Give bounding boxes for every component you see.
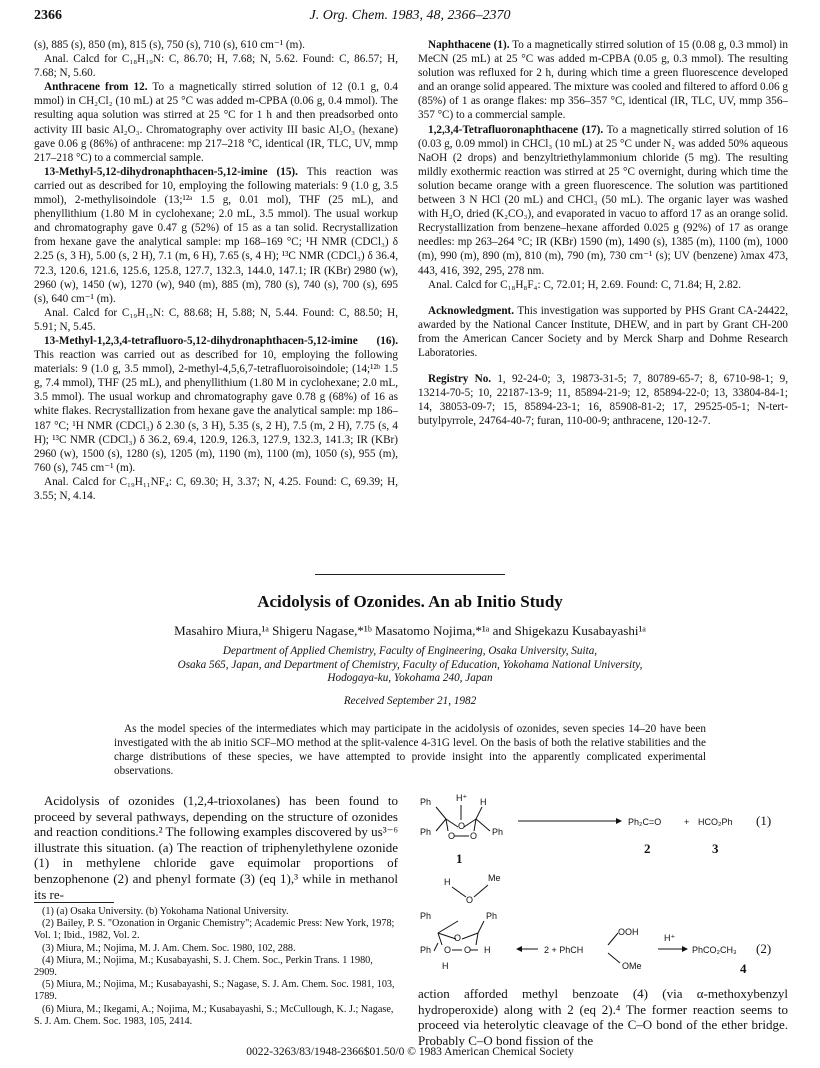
reaction-scheme-drawing — [418, 793, 788, 983]
hydroperoxide-group: OOH — [618, 927, 639, 937]
section-runin-heading: 1,2,3,4-Tetrafluoronaphthacene (17). — [428, 123, 604, 136]
section-runin-heading: Anthracene from 12. — [44, 81, 148, 94]
affiliation-line: Hodogaya-ku, Yokohama 240, Japan — [327, 672, 493, 685]
experimental-paragraph — [34, 165, 398, 306]
article-affiliation — [120, 645, 700, 686]
h-label: H — [480, 797, 487, 807]
experimental-paragraph — [34, 52, 398, 80]
oxygen-label: O — [458, 821, 466, 831]
article-authors: Masahiro Miura,¹ᵃ Shigeru Nagase,*¹ᵇ Masatomo Nojima,*¹ᵃ and Shigekazu Kusabayashi¹ᵃ — [174, 623, 646, 638]
ph-label: Ph — [486, 911, 498, 921]
experimental-paragraph — [34, 38, 398, 52]
paragraph-text: Anal. Calcd for C₁₈H₁₉N: C, 86.70; H, 7.68; N, 5.62. Found: C, 86.57; H, 7.68; N, 5.60. — [34, 53, 398, 80]
plus-sign: + — [684, 817, 690, 827]
section-runin-heading: Naphthacene (1). — [428, 39, 510, 51]
oxygen-label: O — [464, 945, 472, 955]
experimental-paragraph — [418, 38, 788, 123]
arrowhead — [616, 818, 622, 824]
footnote: (2) Bailey, P. S. "Ozonation in Organic Chemistry"; Academic Press: New York, 1978; Vol. 1; Ibid., 1982, Vol. 2. — [34, 918, 395, 942]
received-date: Received September 21, 1982 — [343, 695, 477, 707]
experimental-right-column — [418, 38, 788, 428]
methoxy-group: OMe — [622, 961, 642, 971]
footnote: (5) Miura, M.; Nojima, M.; Kusabayashi, S.; Nagase, S. J. Am. Chem. Soc. 1981, 103, 1789. — [34, 979, 395, 1003]
abstract: As the model species of the intermediates which may participate in the acidolysis of ozonides, seven species 14–20 have been investigated with the ab initio SCF–MO method at the split-valence 4-31G level. On the basis of both the relative stabilities and the charge distributions of these species, we have attempted to provide insight into the apparently complicated experimental observations. — [114, 723, 706, 777]
page-header — [34, 8, 786, 28]
methyl-benzoate-formula: PhCO₂CH₃ — [692, 945, 737, 955]
eq2-products-text: 2 + PhCH — [544, 945, 584, 955]
phenyl-formate-formula: HCO₂Ph — [698, 817, 733, 827]
registry-paragraph — [418, 372, 788, 428]
equation-number-2: (2) — [756, 941, 772, 956]
ph-label: Ph — [420, 911, 432, 921]
page-footer: 0022-3263/83/1948-2366$01.50/0 © 1983 American Chemical Society — [246, 1046, 574, 1058]
paragraph-text: (s), 885 (s), 850 (m), 815 (s), 750 (s), 710 (s), 610 cm⁻¹ (m). — [34, 39, 305, 51]
oxygen-label: O — [454, 933, 462, 943]
footnotes — [34, 906, 398, 1028]
oxygen-label: O — [466, 895, 474, 905]
ph-label: Ph — [420, 945, 432, 955]
compound-label-4: 4 — [740, 961, 747, 976]
paragraph-text: Anal. Calcd for C₁₉H₁₁NF₄: C, 69.30; H, 3.37; N, 4.25. Found: C, 69.39; H, 3.55; N, 4.14. — [34, 475, 398, 502]
experimental-paragraph — [34, 80, 398, 165]
introduction-continuation: action afforded methyl benzoate (4) (via α-methoxybenzyl hydroperoxide) along with 2 (eq 2).⁴ The former reaction seems to proceed via heterolytic cleavage of the C–O bond of the ether bridge. Probably C–O bond fission of the — [418, 986, 788, 1048]
section-runin-heading: 13-Methyl-1,2,3,4-tetrafluoro-5,12-dihydronaphthacen-5,12-imine (16). — [44, 334, 398, 347]
experimental-paragraph — [418, 278, 788, 292]
compound-label-3: 3 — [712, 841, 719, 856]
footnote: (4) Miura, M.; Nojima, M.; Kusabayashi, S. J. Chem. Soc., Perkin Trans. 1 1980, 2909. — [34, 954, 373, 979]
acknowledgment-paragraph — [418, 304, 788, 360]
h-label: H — [444, 877, 451, 887]
footnote: (6) Miura, M.; Ikegami, A.; Nojima, M.; Kusabayashi, S.; McCullough, K. J.; Nagase, S. J. Am. Chem. Soc. 1983, 105, 2414. — [34, 1003, 394, 1027]
acid-catalyst: H⁺ — [664, 933, 676, 943]
h-plus-label: H⁺ — [456, 793, 468, 803]
experimental-paragraph — [34, 475, 398, 503]
paragraph-text: Anal. Calcd for C₁₉H₁₅N: C, 88.68; H, 5.88; N, 5.44. Found: C, 88.50; H, 5.91; N, 5.45. — [34, 306, 398, 333]
equation-number-1: (1) — [756, 813, 772, 828]
footnote: (3) Miura, M.; Nojima, M. J. Am. Chem. Soc. 1980, 102, 288. — [42, 942, 296, 954]
registry-text: 1, 92-24-0; 3, 19873-31-5; 7, 80789-65-7; 8, 6710-98-1; 9, 13214-70-5; 10, 22187-13-9; 11, 85894-21-9; 12, 85894-22-0; 13, 33804-84-1; 14, 38053-09-7; 15, 85894-23-1; 16, 85908-81-2; 17, 29525-05-1; N-tert-butylpyrrole, 24764-40-7; furan, 110-00-9; anthracene, 120-12-7. — [418, 373, 788, 428]
experimental-paragraph — [34, 334, 398, 475]
oxygen-label: O — [448, 831, 456, 841]
compound-label-2: 2 — [644, 841, 651, 856]
arrowhead — [516, 946, 522, 952]
paragraph-text: This reaction was carried out as described for 10, employing the following materials: 9 (1.0 g, 3.5 mmol), 2-methylisoindole (13;¹²ᵃ 1.5 g, 0.01 mol), THF (25 mL), and phenyllithium (1.80 M in cyclohexane; 2.0 mL, 3.5 mmol). The usual workup and chromatography gave 0.47 g (52%) of 15 as a tan solid. Recrystallization from hexane gave the analytical sample: mp 168–169 °C; ¹H NMR (CDCl₃) δ 2.25 (s, 3 H), 5.00 (s, 2 H), 7.1 (m, 6 H), 7.65 (s, 4 H); ¹³C NMR (CDCl₃) δ 36.4, 72.3, 120.6, 121.6, 125.6, 125.8, 127.7, 132.3, 144.0, 147.1; IR (KBr) 2980 (w), 2960 (w), 1450 (w), 1270 (w), 940 (m), 885 (m), 780 (s), 740 (s), 700 (s), 695 (s), 640 cm⁻¹ (m). — [34, 165, 398, 305]
arrowhead — [682, 946, 688, 952]
acknowledgment-heading: Acknowledgment. — [428, 304, 515, 317]
paragraph-text: Anal. Calcd for C₁₈H₈F₄: C, 72.01; H, 2.69. Found: C, 71.84; H, 2.82. — [428, 278, 742, 291]
footnote-separator — [34, 902, 114, 903]
article-title: Acidolysis of Ozonides. An ab Initio Study — [257, 592, 563, 611]
experimental-left-column — [34, 38, 398, 503]
paragraph-text: To a magnetically stirred solution of 16 (0.03 g, 0.09 mmol) in CHCl₃ (10 mL) at 25 °C under N₂ was added 50% aqueous NaOH (2 drops) and benzyltriethylammonium chloride (5 mg). The resulting mildly exothermic reaction was stirred at 25 °C overnight, during which time the solution became orange with a green fluorescence. The solution was partitioned between 3 N HCl (20 mL) and CHCl₃ (50 mL). The organic layer was washed with H₂O, dried (K₂CO₃), and evaporated in vacuo to afford 17 as an orange solid. Recrystallization from benzene–hexane afforded 0.025 g (92%) of 17 as orange needles: mp 263–264 °C; IR (KBr) 1590 (m), 1490 (s), 1385 (m), 1100 (m), 1000 (m), 990 (m), 890 (m), 810 (m), 790 (m), 730 cm⁻¹ (s); UV (benzene) λmax 473, 443, 416, 392, 295, 278 nm. — [418, 123, 788, 277]
methyl-label: Me — [488, 873, 501, 883]
h-label: H — [484, 945, 491, 955]
page-number: 2366 — [34, 8, 62, 23]
ph-label: Ph — [492, 827, 504, 837]
reaction-schemes — [418, 793, 788, 983]
paragraph-text: This reaction was carried out as described for 10, employing the following materials: 9 (1.0 g, 3.5 mmol), 2-methyl-4,5,6,7-tetrafluoroisoindole; (14;¹²ᵇ 1.5 g, 7.4 mmol), THF (25 mL), and phenyllithium (1.80 M in cyclohexane; 2.0 mL, 3.5 mmol). The usual workup and chromatography gave 0.78 g (68%) of 16 as white flakes. Recrystallization from hexane gave the analytical sample: mp 186–187 °C; ¹H NMR (CDCl₃) δ 2.30 (s, 3 H), 5.35 (s, 2 H), 7.5 (m, 2 H), 7.75 (s, 4 H); ¹³C NMR (CDCl₃) δ 36.2, 69.4, 120.9, 126.3, 127.9, 132.3, 141.3; IR (KBr) 2960 (w), 1500 (s), 1280 (s), 1205 (m), 1190 (m), 1100 (m), 1050 (s), 955 (m), 760 (s), 745 cm⁻¹ (m). — [34, 349, 398, 474]
oxygen-label: O — [470, 831, 478, 841]
acknowledgment-text: This investigation was supported by PHS Grant CA-24422, awarded by the National Cancer Institute, DHEW, and in part by Grant CH-200 from the American Cancer Society and by Merck Sharp and Dohme Research Laboratories. — [418, 304, 788, 359]
introduction-paragraph: Acidolysis of ozonides (1,2,4-trioxolanes) has been found to proceed by several pathways, depending on the structure of ozonides and reaction conditions.² The following examples discovered by us³⁻⁶ illustrate this situation. (a) The reaction of triphenylethylene ozonide (1) in methylene chloride gave equimolar proportions of benzophenone (2) and phenyl formate (3) (eq 1),³ while in methanol its re- — [34, 793, 398, 902]
affiliation-line: Osaka 565, Japan, and Department of Chemistry, Faculty of Education, Yokohama National University, — [177, 658, 643, 671]
ph-label: Ph — [420, 797, 432, 807]
compound-label-1: 1 — [456, 851, 463, 866]
section-runin-heading: 13-Methyl-5,12-dihydronaphthacen-5,12-imine (15). — [44, 165, 298, 178]
journal-citation: J. Org. Chem. 1983, 48, 2366–2370 — [309, 8, 511, 23]
article-separator — [315, 574, 505, 575]
oxygen-label: O — [444, 945, 452, 955]
h-label: H — [442, 961, 449, 971]
benzophenone-formula: Ph₂C=O — [628, 817, 662, 827]
paragraph-text: To a magnetically stirred solution of 12 (0.1 g, 0.4 mmol) in CH₂Cl₂ (10 mL) at 25 °C was added m-CPBA (0.06 g, 0.4 mmol). The resulting aqua solution was stirred at 25 °C for 1 h and then preadsorbed onto activity III basic Al₂O₃. Chromatography over activity III basic Al₂O₃ (hexane) gave 0.06 g (86%) of anthracene: mp 217–218 °C, identical (IR, TLC, UV, mmp 217–218 °C) to a commercial sample. — [34, 81, 398, 164]
affiliation-line: Department of Applied Chemistry, Faculty of Engineering, Osaka University, Suita, — [222, 645, 598, 657]
experimental-paragraph — [34, 306, 398, 334]
registry-heading: Registry No. — [428, 373, 492, 386]
experimental-paragraph — [418, 123, 788, 278]
footnote: (1) (a) Osaka University. (b) Yokohama National University. — [42, 906, 289, 917]
paragraph-text: To a magnetically stirred solution of 15 (0.08 g, 0.3 mmol) in MeCN (25 mL) at 25 °C was added m-CPBA (0.05 g, 0.3 mmol). The resulting solution was refluxed for 2 h, during which time a green fluorescence developed and an orange solid appeared. The mixture was cooled and filtered to afford 0.06 g (85%) of 1 as orange flakes: mp 356–357 °C, identical (IR, TLC, UV, mmp 356–357 °C) to a commercial sample. — [418, 39, 788, 122]
ph-label: Ph — [420, 827, 432, 837]
